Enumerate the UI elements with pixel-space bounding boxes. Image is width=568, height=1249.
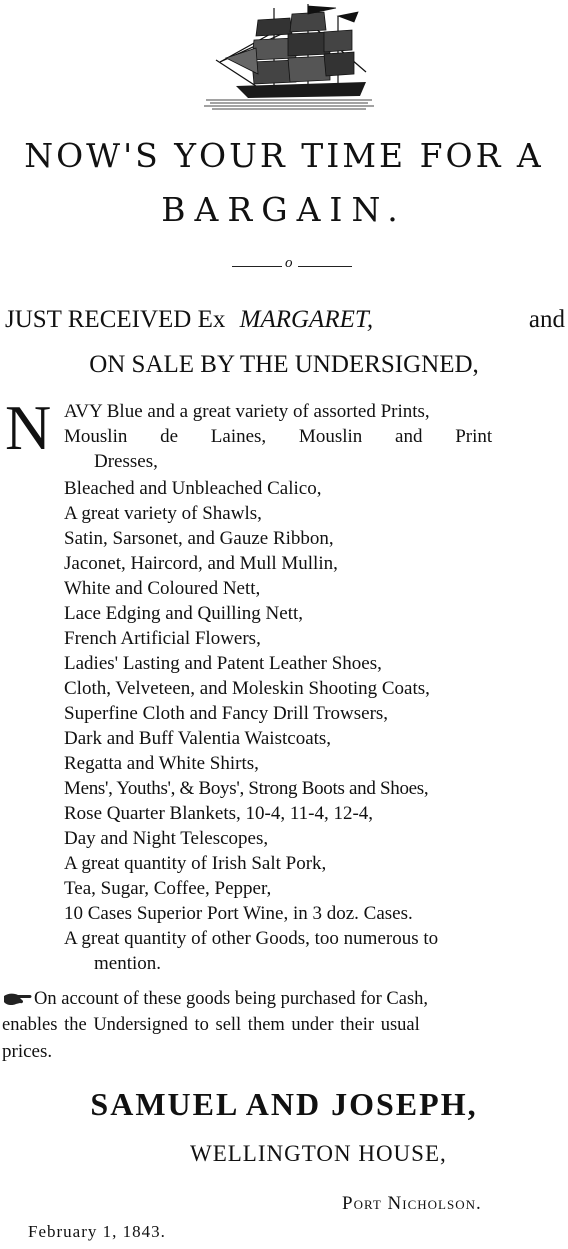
list-item: Regatta and White Shirts, (64, 753, 259, 774)
headline-line-2: BARGAIN. (161, 190, 407, 229)
list-item: Ladies' Lasting and Patent Leather Shoes, (64, 653, 382, 674)
list-item: French Artificial Flowers, (64, 628, 261, 649)
list-item: Rose Quarter Blankets, 10-4, 11-4, 12-4, (64, 803, 374, 824)
note-line-1: On account of these goods being purchased for Cash, (34, 989, 429, 1009)
list-item: Tea, Sugar, Coffee, Pepper, (64, 878, 272, 899)
list-item: A great quantity of Irish Salt Pork, (64, 853, 327, 874)
ship-name: MARGARET, (239, 306, 374, 333)
drop-cap: N (5, 392, 52, 463)
list-item: 10 Cases Superior Port Wine, in 3 doz. Cases. (64, 903, 413, 924)
intro-prefix: JUST RECEIVED Ex (5, 306, 226, 333)
list-item: Cloth, Velveteen, and Moleskin Shooting Coats, (64, 678, 430, 699)
list-item: Dresses, (94, 451, 158, 472)
first-item-line: AVY Blue and a great variety of assorted Prints, (64, 401, 430, 422)
list-item: Lace Edging and Quilling Nett, (64, 603, 304, 624)
signature-place: Port Nicholson. (342, 1193, 482, 1214)
note-line-3: prices. (2, 1041, 53, 1062)
intro-suffix: and (528, 306, 565, 333)
list-item: Dark and Buff Valentia Waistcoats, (64, 728, 332, 749)
intro-line (5, 306, 565, 334)
list-item: Mens', Youths', & Boys', Strong Boots and Shoes, (64, 778, 429, 799)
headline-line-1: NOW'S YOUR TIME FOR A (24, 136, 544, 175)
list-item: Jaconet, Haircord, and Mull Mullin, (64, 553, 338, 574)
pointing-hand-icon (2, 990, 32, 1010)
signature-name: SAMUEL AND JOSEPH, (90, 1086, 478, 1122)
list-item: Bleached and Unbleached Calico, (64, 478, 322, 499)
date-line: February 1, 1843. (28, 1222, 166, 1241)
list-item: Satin, Sarsonet, and Gauze Ribbon, (64, 528, 334, 549)
separator (232, 255, 352, 275)
list-item: A great variety of Shawls, (64, 503, 262, 524)
sale-line: ON SALE BY THE UNDERSIGNED, (89, 351, 479, 378)
separator-left-line (232, 266, 282, 267)
signature-house: WELLINGTON HOUSE, (190, 1141, 447, 1166)
sailing-ship-illustration (196, 2, 376, 114)
list-item: White and Coloured Nett, (64, 578, 261, 599)
separator-right-line (298, 266, 352, 267)
list-item: mention. (94, 953, 162, 974)
list-item: Mouslin de Laines, Mouslin and Print (64, 426, 493, 447)
note-line-2: enables the Undersigned to sell them under their usual (2, 1015, 420, 1035)
separator-ornament: o (285, 255, 293, 271)
list-item: A great quantity of other Goods, too numerous to (64, 928, 439, 949)
list-item: Day and Night Telescopes, (64, 828, 269, 849)
list-item: Superfine Cloth and Fancy Drill Trowsers, (64, 703, 389, 724)
